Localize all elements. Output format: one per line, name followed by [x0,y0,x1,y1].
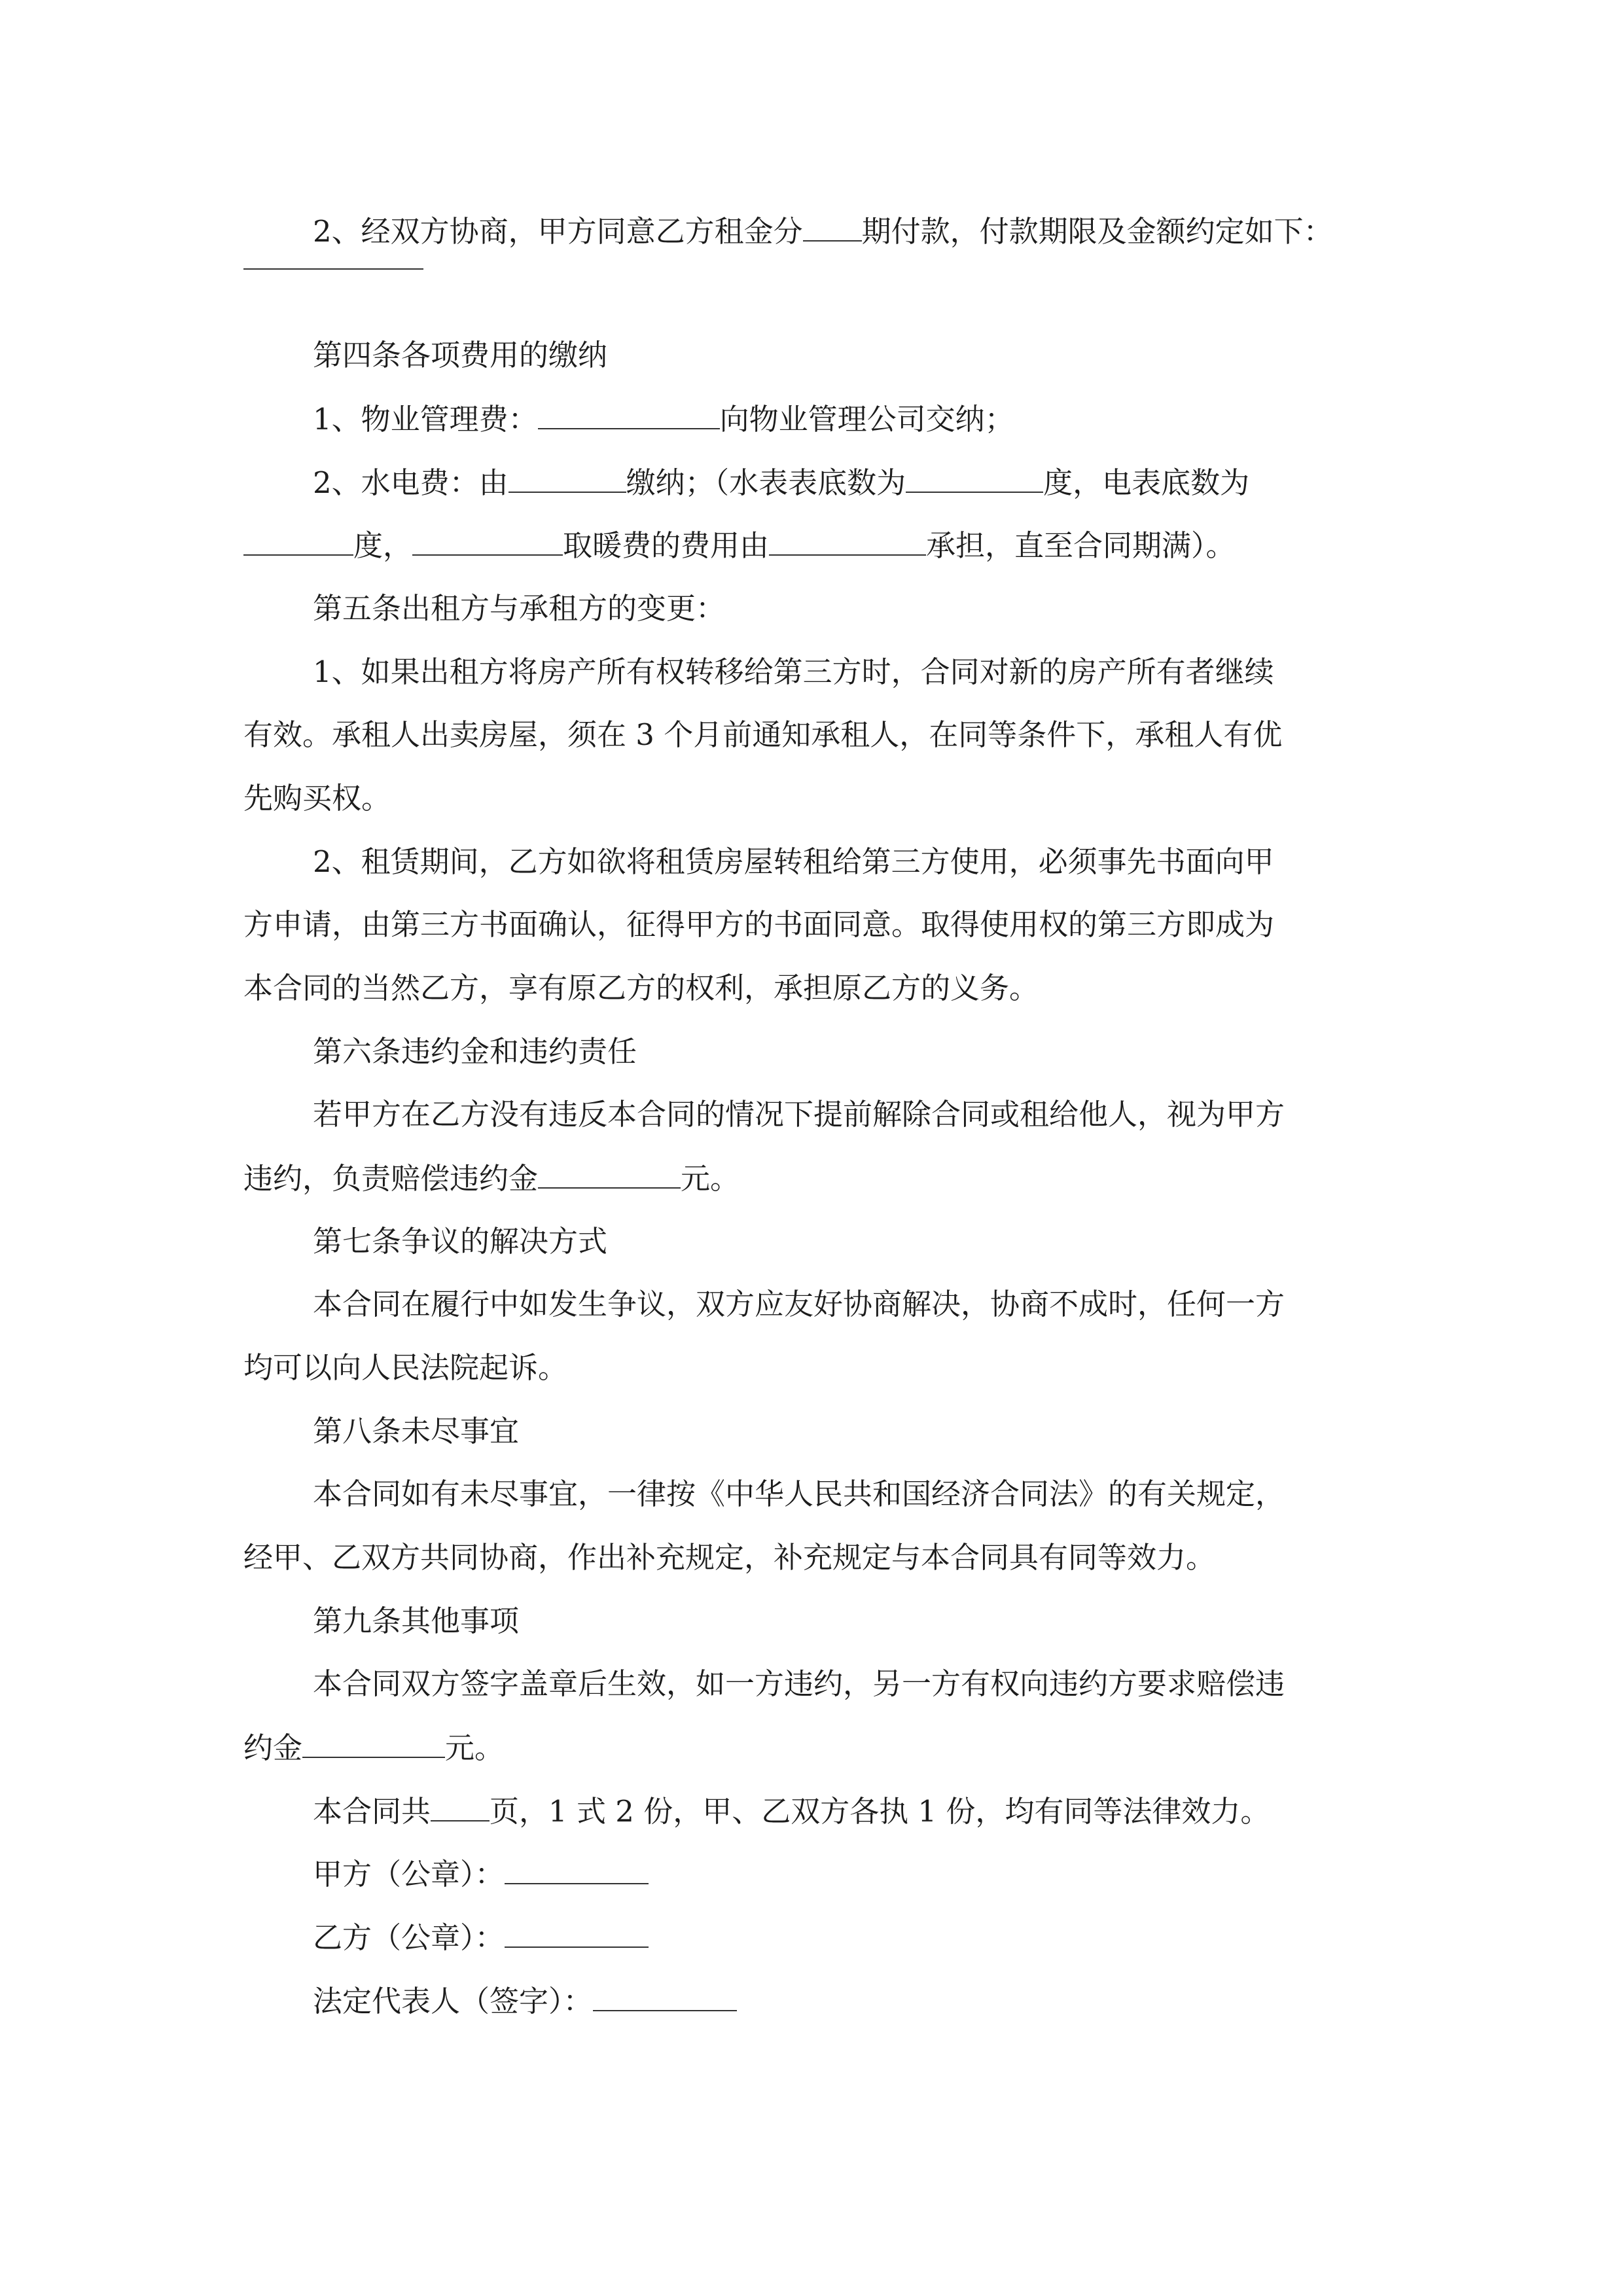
blank-field [538,1158,681,1189]
blank-field [769,526,926,556]
article5-item1-line: 先购买权。 [243,781,391,816]
text-segment: 向物业管理公司交纳； [719,402,1014,437]
article8-title: 第八条未尽事宜 [313,1414,520,1448]
article7-line1: 本合同在履行中如发生争议，双方应友好协商解决，协商不成时，任何一方 [313,1287,1285,1321]
text-segment: 本合同共 [313,1794,431,1829]
article5-item2-line: 2、租赁期间，乙方如欲将租赁房屋转租给第三方使用，必须事先书面向甲 [313,844,1274,879]
article5-item2-line: 本合同的当然乙方，享有原乙方的权利，承担原乙方的义务。 [243,971,1039,1005]
article6-title: 第六条违约金和违约责任 [313,1034,637,1069]
article5-item1-line: 有效。承租人出卖房屋，须在 3 个月前通知承租人，在同等条件下，承租人有优 [243,717,1283,752]
text-segment: 法定代表人（签字）： [313,1984,593,2018]
article6-line1: 若甲方在乙方没有违反本合同的情况下提前解除合同或租给他人，视为甲方 [313,1097,1285,1132]
signature-field [505,1854,649,1884]
text-segment: 1、物业管理费： [313,402,538,437]
text-segment: 2、经双方协商，甲方同意乙方租金分 [313,214,803,249]
blank-field [538,399,720,429]
text-segment: 甲方（公章）： [313,1857,505,1892]
article7-title: 第七条争议的解决方式 [313,1224,608,1259]
text-segment: 2、水电费：由 [313,465,508,500]
text-segment: 取暖费的费用由 [563,528,770,563]
text-segment: 元。 [681,1161,740,1196]
article9-line2 [243,1728,504,1768]
text-segment: 承担，直至合同期满）。 [926,528,1236,563]
blank-field [431,1791,490,1821]
blank-field [508,463,626,493]
blank-field [302,1728,445,1758]
article8-line1: 本合同如有未尽事宜，一律按《中华人民共和国经济合同法》的有关规定， [313,1477,1285,1511]
blank-field [243,526,353,556]
article4-item2-line2 [243,526,1236,565]
blank-field [803,211,862,242]
article6-line2 [243,1158,740,1198]
text-segment: 度，电表底数为 [1043,465,1250,500]
article4-item2-line1 [313,463,1249,503]
blank-field [412,526,563,556]
text-segment: 乙方（公章）： [313,1920,505,1955]
party-a-signature [313,1854,649,1894]
text-segment: 违约，负责赔偿违约金 [243,1161,539,1196]
article4-title: 第四条各项费用的缴纳 [313,338,608,372]
blank-field [906,463,1043,493]
text-segment: 期付款，付款期限及金额约定如下： [861,214,1333,249]
article5-item1-line: 1、如果出租方将房产所有权转移给第三方时，合同对新的房产所有者继续 [313,655,1274,689]
signature-field [505,1918,649,1948]
article9-line3 [313,1791,1270,1831]
article5-item2-line: 方申请，由第三方书面确认，征得甲方的书面同意。取得使用权的第三方即成为 [243,907,1275,942]
article9-title: 第九条其他事项 [313,1604,520,1638]
text-segment: 页，1 式 2 份，甲、乙双方各执 1 份，均有同等法律效力。 [490,1794,1270,1829]
text-segment: 元。 [445,1731,505,1765]
clause3-item2-line [313,211,1333,251]
article9-line1: 本合同双方签字盖章后生效，如一方违约，另一方有权向违约方要求赔偿违 [313,1666,1285,1701]
text-segment: 度， [353,528,413,563]
article5-title: 第五条出租方与承租方的变更： [313,591,726,626]
text-segment: 缴纳；（水表表底数为 [626,465,906,500]
article7-line2: 均可以向人民法院起诉。 [243,1350,568,1385]
party-b-signature [313,1918,649,1958]
article4-item1 [313,399,1014,439]
blank-field [243,268,423,270]
legal-rep-signature [313,1981,737,2021]
article8-line2: 经甲、乙双方共同协商，作出补充规定，补充规定与本合同具有同等效力。 [243,1540,1216,1575]
signature-field [593,1981,737,2011]
text-segment: 约金 [243,1731,303,1765]
